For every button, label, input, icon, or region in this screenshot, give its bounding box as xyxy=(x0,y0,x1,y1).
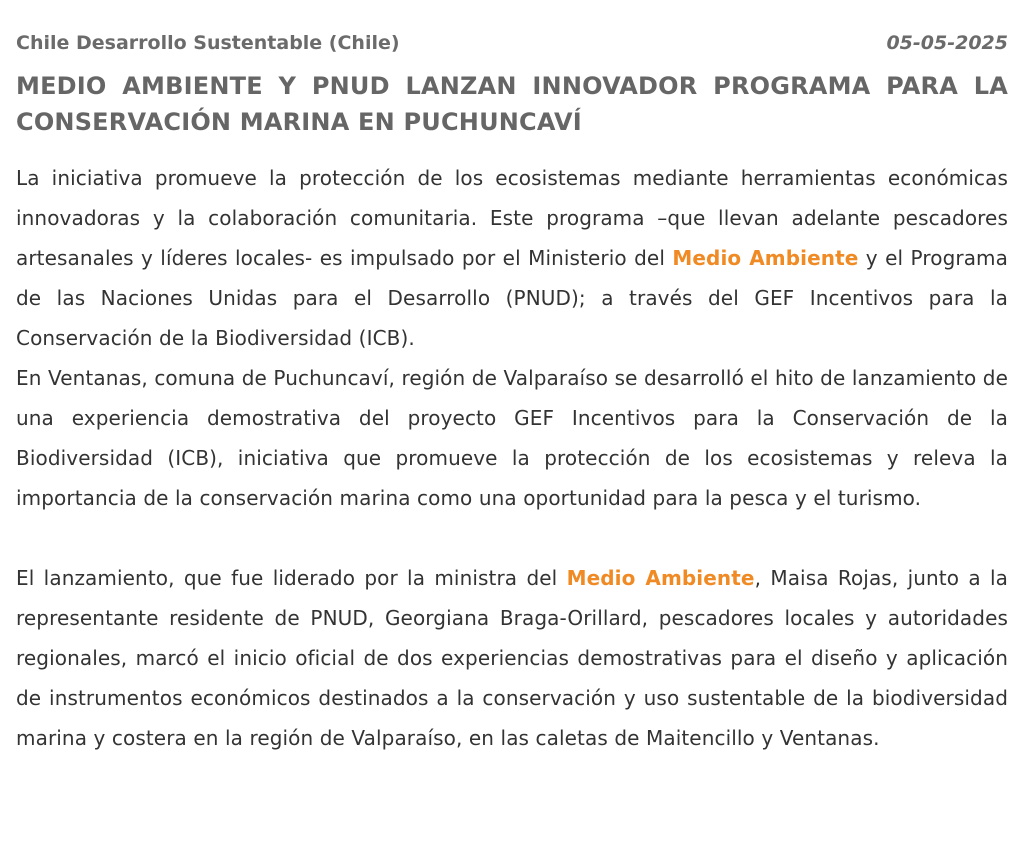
paragraph-2: En Ventanas, comuna de Puchuncaví, región de Valparaíso se desarrolló el hito de lanzamiento de una experiencia demostrativa del proyecto GEF Incentivos para la Conservación de la Biodiversidad (ICB), iniciativa que promueve la protección de los ecosistemas y releva la importancia de la conservación marina como una oportunidad para la pesca y el turismo. xyxy=(16,366,1008,510)
article-meta xyxy=(16,30,1008,56)
medio-ambiente-link-1[interactable]: Medio Ambiente xyxy=(672,246,859,270)
article-headline: MEDIO AMBIENTE Y PNUD LANZAN INNOVADOR PROGRAMA PARA LA CONSERVACIÓN MARINA EN PUCHUNCAVÍ xyxy=(16,72,1008,136)
paragraph-3-text-end: , Maisa Rojas, junto a la representante residente de PNUD, Georgiana Braga-Orillard, pescadores locales y autoridades regionales, marcó el inicio oficial de dos experiencias demostrativas para el diseño y aplicación de instrumentos económicos destinados a la conservación y uso sustentable de la biodiversidad marina y costera en la región de Valparaíso, en las caletas de Maitencillo y Ventanas. xyxy=(16,566,1008,750)
news-source: Chile Desarrollo Sustentable (Chile) xyxy=(16,32,400,54)
medio-ambiente-link-2[interactable]: Medio Ambiente xyxy=(566,566,755,590)
paragraph-1-text-start: La iniciativa promueve la protección de los ecosistemas mediante herramientas económicas innovadoras y la colaboración comunitaria. Este programa –que llevan adelante pescadores artesanales y líderes locales- es impulsado por el Ministerio del xyxy=(16,166,1008,270)
paragraph-3-text-start: El lanzamiento, que fue liderado por la ministra del xyxy=(16,566,567,590)
paragraph-3 xyxy=(16,558,1008,758)
paragraph-1-text-end: y el Programa de las Naciones Unidas para el Desarrollo (PNUD); a través del GEF Incentivos para la Conservación de la Biodiversidad (ICB). xyxy=(16,246,1008,350)
paragraph-1 xyxy=(16,158,1008,358)
publish-date: 05-05-2025 xyxy=(886,32,1008,54)
article-body xyxy=(16,158,1008,758)
